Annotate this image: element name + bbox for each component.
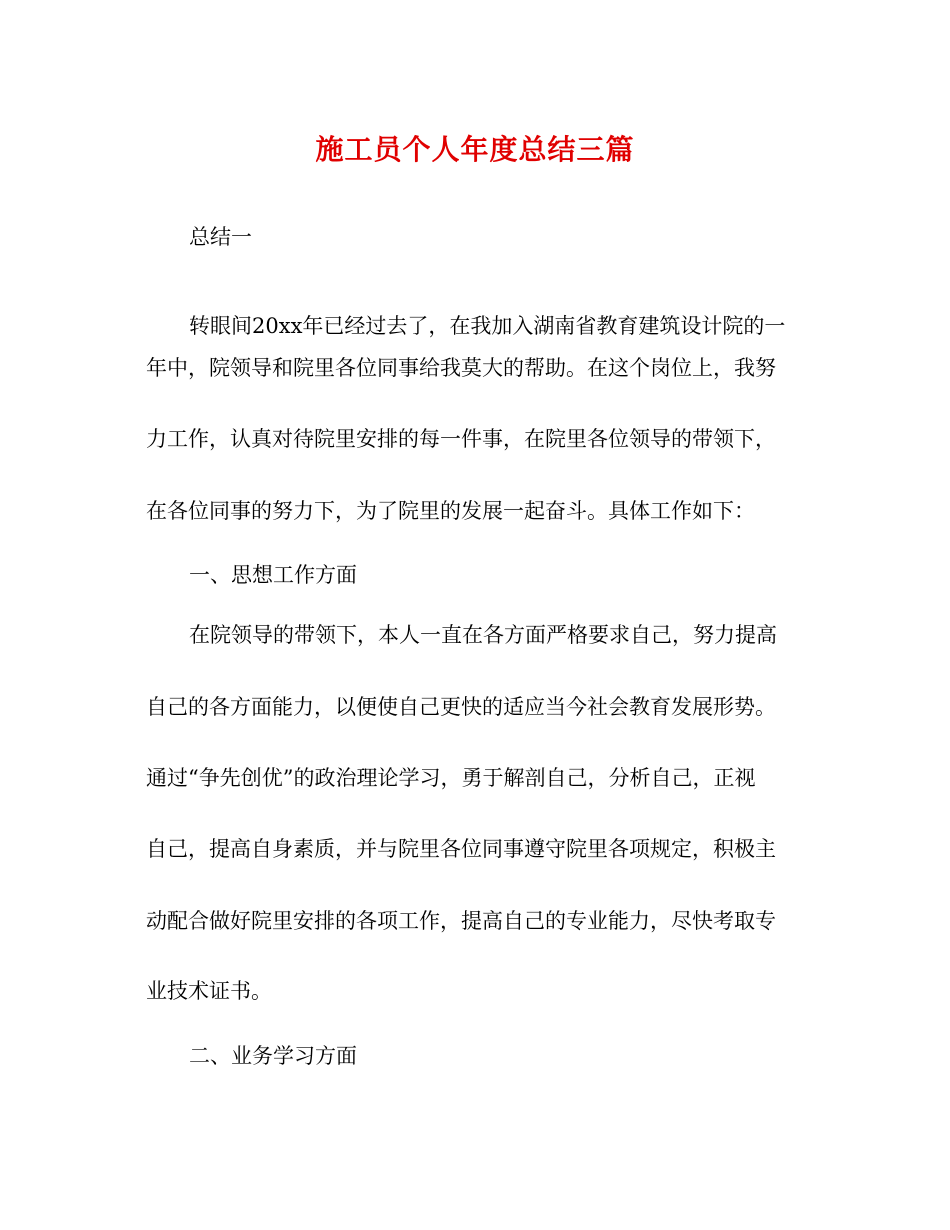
paragraph2-line-2: 自己的各方面能力，以便使自己更快的适应当今社会教育发展形势。 [146,695,776,719]
paragraph1-line-4: 在各位同事的努力下，为了院里的发展一起奋斗。具体工作如下： [146,499,755,523]
paragraph1-line-2: 年中，院领导和院里各位同事给我莫大的帮助。在这个岗位上，我努 [146,356,776,380]
paragraph1-line-1: 转眼间20xx年已经过去了，在我加入湖南省教育建筑设计院的一 [189,314,786,338]
paragraph2-line-4: 自己，提高自身素质，并与院里各位同事遵守院里各项规定，积极主 [146,837,776,861]
document-title: 施工员个人年度总结三篇 [315,133,635,166]
heading-thought-work: 一、思想工作方面 [189,563,357,587]
paragraph2-line-5: 动配合做好院里安排的各项工作，提高自己的专业能力，尽快考取专 [146,909,776,933]
paragraph2-line-3: 通过“争先创优”的政治理论学习，勇于解剖自己，分析自己，正视 [146,766,756,790]
section-label: 总结一 [189,225,252,249]
heading-business-study: 二、业务学习方面 [189,1044,357,1068]
paragraph1-line-3: 力工作，认真对待院里安排的每一件事，在院里各位领导的带领下， [146,427,776,451]
paragraph2-line-1: 在院领导的带领下，本人一直在各方面严格要求自己，努力提高 [189,623,777,647]
paragraph2-line-6: 业技术证书。 [146,979,272,1003]
